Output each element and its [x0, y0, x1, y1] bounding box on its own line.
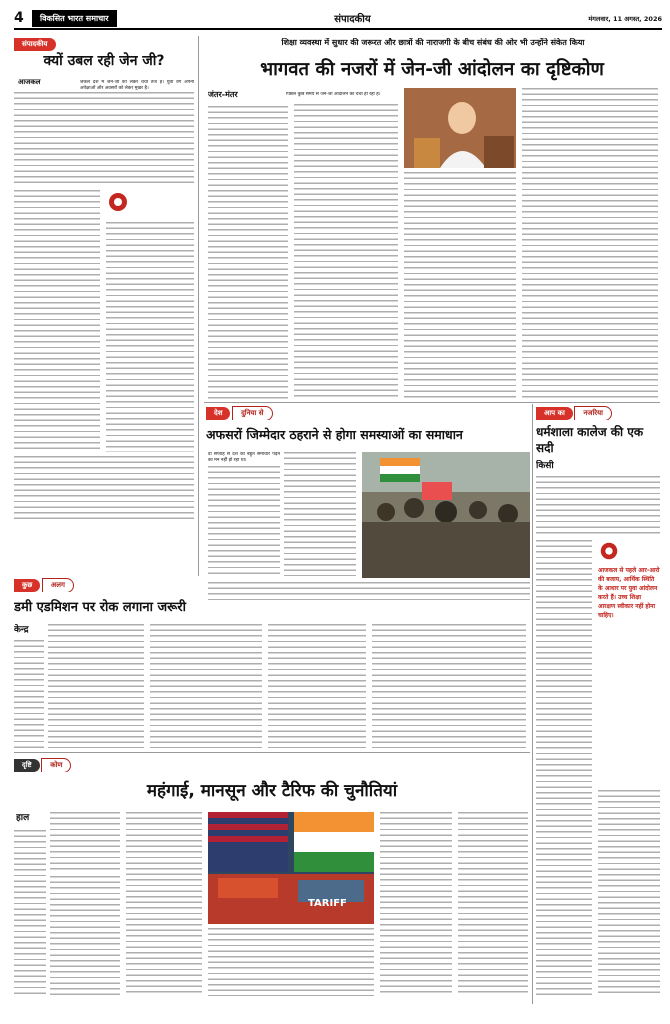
- editorial-headline: क्यों उबल रही जेन जी?: [43, 53, 165, 69]
- masthead: [14, 8, 662, 30]
- kuch-byline: केन्द्र: [14, 625, 29, 635]
- bottom-byline: हाल: [16, 813, 30, 823]
- nazariya-headline: धर्मशाला कालेज की एक सदी: [536, 425, 644, 455]
- lead-headline: भागवत की नजरों में जेन-जी आंदोलन का दृष्टिकोण: [260, 59, 604, 80]
- kuch-headline: डमी एडमिशन पर रोक लगाना जरूरी: [14, 600, 186, 615]
- lead-intro: पिछले कुछ समय से जेन-जी आंदोलन की चर्चा हो रही है।: [286, 92, 381, 97]
- nazariya-tag: नजरिया: [574, 406, 612, 420]
- issue-date: मंगलवार, 11 अगस्त, 2026: [588, 14, 662, 23]
- tariff-photo: [208, 812, 374, 924]
- kuch-col-3: [268, 624, 366, 748]
- desh-col-1: [208, 466, 280, 576]
- nazariya-byline-wrap: [536, 460, 576, 474]
- lead-byline: जंतर-मंतर: [208, 90, 238, 99]
- kuch-col-1: [48, 624, 144, 748]
- crowd-icon: [362, 452, 530, 578]
- duniya-tag: दुनिया से: [232, 406, 272, 420]
- kuch-tag: कुछ: [14, 579, 40, 592]
- editorial-continuation: [14, 456, 194, 520]
- column-rule-right: [532, 404, 533, 1004]
- desh-tag: देश: [206, 407, 230, 420]
- aap-ka-tag: आप का: [536, 407, 573, 420]
- editorial-byline-wrap: [18, 78, 78, 92]
- quote-mark-icon: [598, 540, 620, 562]
- tariff-label: TARIFF: [308, 898, 347, 909]
- column-rule: [198, 36, 199, 576]
- editorial-byline: आजकल: [18, 78, 41, 86]
- bottom-col-4: [380, 812, 452, 996]
- bottom-col-2: [126, 812, 202, 996]
- desh-intro: दो सप्ताह से देश का बहुत समाचार पढ़ने का मन नहीं हो रहा था।: [208, 452, 280, 462]
- lead-byline-wrap: [208, 90, 288, 104]
- bottom-col-3: [208, 928, 374, 996]
- drishti-tags: [14, 758, 174, 772]
- editorial-col-2: [106, 222, 194, 452]
- section-rule-2: [14, 752, 530, 753]
- nazariya-col-2: [598, 790, 660, 996]
- bottom-col-1: [14, 830, 46, 996]
- editorial-tag: संपादकीय: [14, 38, 56, 51]
- page-number: 4: [14, 10, 24, 26]
- lead-col-3: [404, 172, 516, 400]
- editorial-body-text: [14, 92, 194, 186]
- trade-containers-icon: [208, 812, 374, 924]
- nazariya-tags: [536, 406, 660, 420]
- bottom-col-0: [50, 812, 120, 872]
- kuch-col-2: [150, 624, 262, 748]
- desh-tags: [206, 406, 406, 420]
- lead-photo: [404, 88, 516, 168]
- speaker-icon: [404, 88, 516, 168]
- editorial-col-1: [14, 190, 100, 452]
- desh-headline: अफसरों जिम्मेदार ठहराने से होगा समस्याओं का समाधान: [206, 427, 463, 442]
- desh-col-2: [284, 452, 356, 576]
- paper-name: विकसित भारत समाचार: [32, 10, 117, 27]
- quote-mark-icon: [106, 190, 130, 214]
- bottom-col-5: [458, 812, 528, 996]
- lead-col-4: [522, 88, 658, 400]
- nazariya-pull-quote: आजकल से पहले आर-आरो की बजाय, आर्थिक स्थिति के आधार पर युवा आंदोलन करते हैं। उच्च शिक्षा आरक्षण स्वीकार नहीं होना चाहिए।: [598, 567, 660, 619]
- kuch-tags: [14, 578, 174, 592]
- drishti-tag: दृष्टि: [14, 759, 40, 772]
- protest-photo: [362, 452, 530, 578]
- editorial-lead: जकल देश में जेन-जी को लेकर चर्चा तेज है। युवा वर्ग अपनी अपेक्षाओं और अवसरों को लेकर मुखर है।: [80, 80, 194, 90]
- alag-tag: अलग: [42, 578, 74, 592]
- kuch-col-0: [14, 640, 44, 748]
- section-title: संपादकीय: [334, 14, 371, 25]
- bottom-byline-wrap: [16, 812, 52, 826]
- lead-col-1: [208, 106, 288, 400]
- nazariya-quote-mark: [598, 540, 660, 564]
- bottom-col-1b: [50, 876, 120, 996]
- nazariya-byline: किसी: [536, 461, 554, 471]
- kon-tag: कोण: [41, 758, 71, 772]
- kuch-col-4: [372, 624, 526, 748]
- nazariya-col-1: [536, 540, 592, 996]
- lead-kicker: शिक्षा व्यवस्था में सुधार की जरूरत और छात्रों की नाराजगी के बीच संबंध की ओर भी उन्होंने संकेत किया: [281, 38, 585, 47]
- section-rule: [204, 402, 660, 403]
- bottom-headline: महंगाई, मानसून और टैरिफ की चुनौतियां: [146, 781, 398, 801]
- lead-col-2: [294, 104, 398, 400]
- nazariya-intro: [536, 476, 660, 536]
